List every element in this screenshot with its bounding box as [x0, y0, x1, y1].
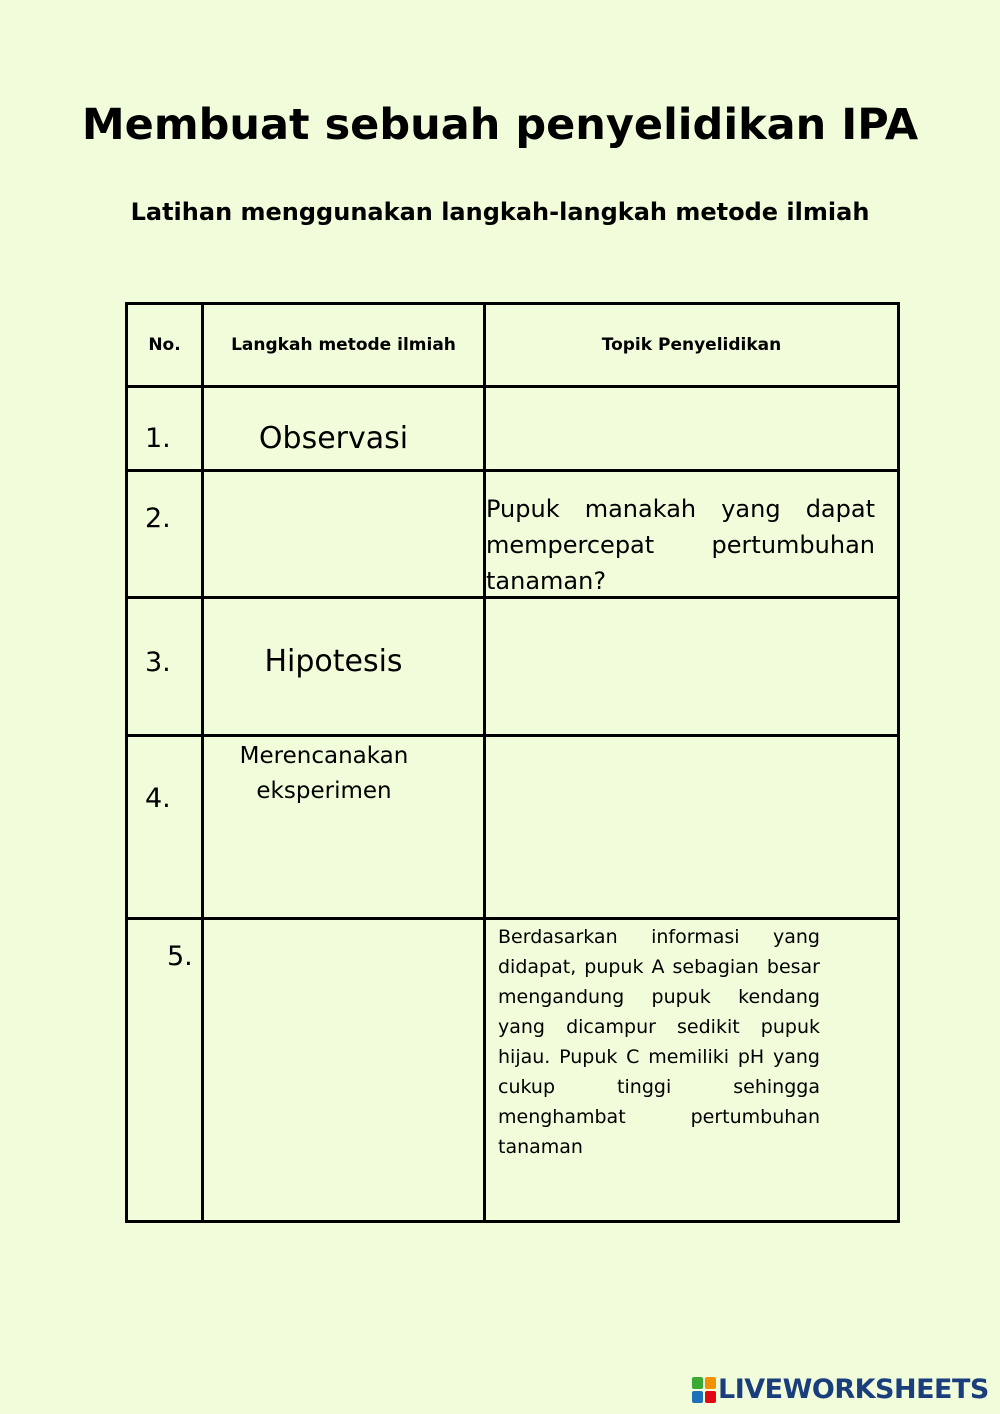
header-step: Langkah metode ilmiah [231, 335, 456, 355]
header-no: No. [148, 335, 181, 355]
liveworksheets-logo[interactable] [692, 1374, 989, 1405]
row-2-number: 2. [145, 503, 171, 534]
row-2-step[interactable] [204, 472, 483, 596]
row-1-topic[interactable] [486, 388, 897, 469]
row-5-step[interactable] [204, 920, 483, 1220]
row-5-number: 5. [167, 941, 193, 972]
row-4-number: 4. [145, 783, 171, 814]
liveworksheets-logo-icon [692, 1377, 716, 1403]
page-subtitle: Latihan menggunakan langkah-langkah metode ilmiah [130, 198, 870, 226]
row-3-step: Hipotesis [264, 644, 403, 679]
row-2-topic: Pupuk manakah yang dapat mempercepat pertumbuhan tanaman? [486, 495, 875, 595]
row-3-number: 3. [145, 647, 171, 678]
table-border-left [125, 302, 128, 1223]
header-topic: Topik Penyelidikan [601, 335, 782, 355]
row-5-topic: Berdasarkan informasi yang didapat, pupuk A sebagian besar mengandung pupuk kendang yang dicampur sedikit pupuk hijau. Pupuk C memiliki pH yang cukup tinggi sehingga menghambat pertumbuhan tanaman [498, 926, 820, 1158]
row-4-topic[interactable] [486, 737, 897, 917]
row-4-step: Merencanakan eksperimen [239, 743, 409, 804]
scientific-method-table [125, 302, 900, 1223]
row-1-step: Observasi [258, 421, 409, 456]
row-1-number: 1. [145, 423, 171, 454]
table-border-bottom [125, 1220, 900, 1223]
page-title: Membuat sebuah penyelidikan IPA [81, 100, 919, 150]
table-border-right [897, 302, 900, 1223]
liveworksheets-logo-text: LIVEWORKSHEETS [718, 1374, 989, 1405]
row-3-topic[interactable] [486, 599, 897, 734]
